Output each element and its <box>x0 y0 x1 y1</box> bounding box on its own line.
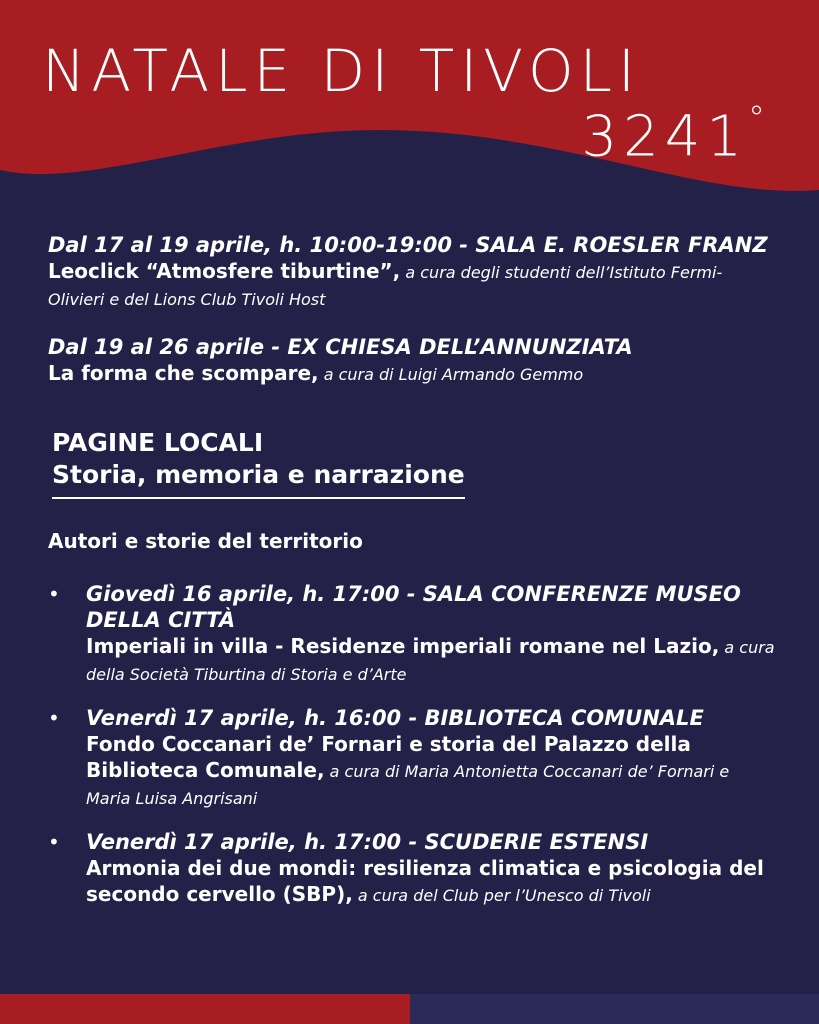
footer-navy-bar <box>410 994 819 1024</box>
list-item <box>48 705 778 811</box>
footer-red-bar <box>0 994 410 1024</box>
exhibition-item <box>48 334 778 387</box>
exhibition-description: Leoclick “Atmosfere tiburtine”, a cura degli studenti dell’Istituto Fermi-Olivieri e del Lions Club Tivoli Host <box>48 259 723 309</box>
bullet-icon: • <box>48 582 60 606</box>
poster-title: NATALE DI TIVOLI <box>42 37 642 105</box>
exhibition-item <box>48 232 778 312</box>
exhibition-date-venue: Dal 19 al 26 aprile - EX CHIESA DELL’ANNUNZIATA <box>48 335 633 359</box>
event-date-venue: Venerdì 17 aprile, h. 17:00 - SCUDERIE ESTENSI <box>86 830 649 854</box>
program-content <box>48 232 778 926</box>
event-description: Fondo Coccanari de’ Fornari e storia del Palazzo della Biblioteca Comunale, a cura di Maria Antonietta Coccanari de’ Fornari e Maria Luisa Angrisani <box>86 732 730 808</box>
section-title: PAGINE LOCALI <box>52 428 264 457</box>
section-subtitle: Storia, memoria e narrazione <box>52 460 465 489</box>
section-heading <box>52 427 465 499</box>
bullet-icon: • <box>48 706 60 730</box>
bullet-icon: • <box>48 830 60 854</box>
subheading: Autori e storie del territorio <box>48 529 363 553</box>
event-list <box>48 581 778 908</box>
exhibition-description: La forma che scompare, a cura di Luigi Armando Gemmo <box>48 361 584 385</box>
event-description: Imperiali in villa - Residenze imperiali romane nel Lazio, a cura della Società Tiburtina di Storia e d’Arte <box>86 634 775 684</box>
list-item <box>48 581 778 687</box>
event-date-venue: Giovedì 16 aprile, h. 17:00 - SALA CONFERENZE MUSEO DELLA CITTÀ <box>86 582 741 632</box>
event-date-venue: Venerdì 17 aprile, h. 16:00 - BIBLIOTECA COMUNALE <box>86 706 704 730</box>
event-description: Armonia dei due mondi: resilienza climatica e psicologia del secondo cervello (SBP), a cura del Club per l’Unesco di Tivoli <box>86 856 764 906</box>
exhibition-date-venue: Dal 17 al 19 aprile, h. 10:00-19:00 - SALA E. ROESLER FRANZ <box>48 233 768 257</box>
edition-number: 3241° <box>581 99 771 170</box>
list-item <box>48 829 778 908</box>
